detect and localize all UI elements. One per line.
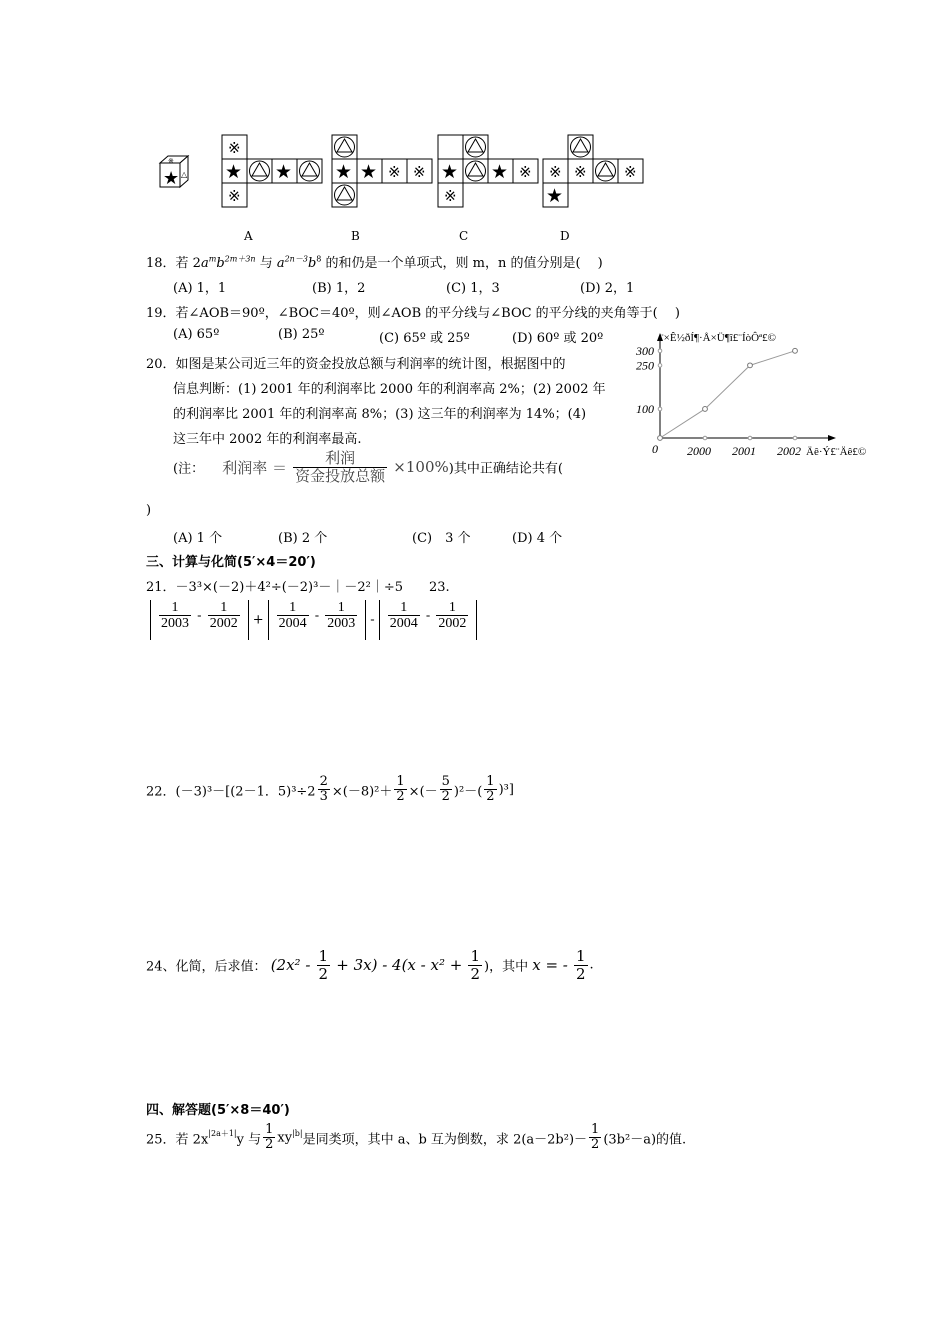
q20-close: ) xyxy=(146,503,152,518)
chart-x-label: Äê·Ý£¨Äê£© xyxy=(806,446,867,458)
q19-option-a: (A) 65º xyxy=(173,327,220,342)
svg-text:※: ※ xyxy=(168,157,174,165)
q20-option-d: (D) 4 个 xyxy=(512,531,563,546)
q25-question: 25．若 $2x^{|2a+1|}y$ 与 $\frac{1}{2}$ $xy^{|b|}$是同类项，其中 a、b 互为倒数，求 2(a－2b²)－ $\frac{1}{2}$ (3b²－a)的值. xyxy=(146,1122,687,1153)
svg-text:★: ★ xyxy=(546,185,564,207)
q18-option-a: (A) 1，1 xyxy=(173,281,227,296)
section-3-title: 三、计算与化简(5′×4＝20′) xyxy=(146,555,316,570)
svg-text:★: ★ xyxy=(225,161,243,183)
q19-question: 19．若∠AOB＝90º，∠BOC＝40º，则∠AOB 的平分线与∠BOC 的平分线的夹角等于( ) xyxy=(146,306,680,321)
chart-origin-label: 0 xyxy=(652,442,658,456)
q18-option-b: (B) 1，2 xyxy=(312,281,366,296)
chart-x-tick-mark xyxy=(793,436,797,440)
svg-text:★: ★ xyxy=(335,161,353,183)
svg-text:★: ★ xyxy=(163,168,180,189)
q20-option-b: (B) 2 个 xyxy=(278,531,328,546)
svg-text:※: ※ xyxy=(388,163,401,181)
chart-x-tick-label: 2002 xyxy=(777,444,801,458)
svg-text:※: ※ xyxy=(574,163,587,181)
net-b xyxy=(332,135,432,207)
q20-line-2: 信息判断：(1) 2001 年的利润率比 2000 年的利润率高 2%；(2) 2002 年 xyxy=(173,382,606,397)
svg-text:※: ※ xyxy=(549,163,562,181)
q19-option-b: (B) 25º xyxy=(278,327,325,342)
q20-note-num: 利润 xyxy=(293,450,387,468)
q17-figure xyxy=(150,125,650,250)
svg-text:★: ★ xyxy=(491,161,509,183)
chart-y-tick-mark xyxy=(658,407,662,411)
q20-option-c: (C) 3 个 xyxy=(412,531,471,546)
chart-y-tick-mark xyxy=(658,349,662,353)
q20-option-a: (A) 1 个 xyxy=(173,531,223,546)
q24-question: 24、化简，后求值： (2x² - $\frac{1}{2}$ + 3x) - 4(x - x² + $\frac{1}{2}$ )，其中 x = - $\frac{1}{2}$ . xyxy=(146,947,594,983)
net-c xyxy=(438,135,538,207)
chart-y-tick-mark xyxy=(658,364,662,368)
net-a xyxy=(222,135,322,207)
section-4-title: 四、解答题(5′×8＝40′) xyxy=(146,1103,290,1118)
net-label-b: B xyxy=(351,229,360,243)
q21-question: 21．－3³×(－2)＋4²÷(－2)³－｜－2²｜÷5 23. xyxy=(146,580,450,595)
chart-y-tick-label: 250 xyxy=(636,358,654,373)
net-label-d: D xyxy=(560,229,570,243)
chart-x-tick-mark xyxy=(703,436,707,440)
q20-note: (注： 利润率 ＝ $\frac{\text{利润}}{\text{资金投放总额}}$ ×100%)其中正确结论共有( xyxy=(173,449,563,485)
net-label-a: A xyxy=(244,229,253,243)
chart-x-tick-mark xyxy=(748,436,752,440)
svg-text:※: ※ xyxy=(624,163,637,181)
net-d xyxy=(543,135,643,207)
q20-line-1: 20．如图是某公司近三年的资金投放总额与利润率的统计图，根据图中的 xyxy=(146,357,566,372)
q20-line-3: 的利润率比 2001 年的利润率高 8%；(3) 这三年的利润率为 14%；(4) xyxy=(173,407,587,422)
svg-text:※: ※ xyxy=(228,139,241,157)
q20-line-chart xyxy=(620,325,885,465)
chart-series-line xyxy=(660,351,795,438)
q23-expression: $\frac{1}{2003}$ - $\frac{1}{2002}$ + $\frac{1}{2004}$ - $\frac{1}{2003}$ - $\frac{1}{2004}$ - $\frac{1}{2002}$ xyxy=(146,600,481,640)
net-label-c: C xyxy=(459,229,469,243)
svg-text:※: ※ xyxy=(413,163,426,181)
svg-text:★: ★ xyxy=(275,161,293,183)
q22-question: 22．(－3)³－[(2－1．5)³÷2 $\frac{2}{3}$ ×(－8)²＋ $\frac{1}{2}$ ×(－ $\frac{5}{2}$ )²－( $\frac{1}{2}$ )³] xyxy=(146,774,514,805)
q20-note-den: 资金投放总额 xyxy=(295,466,386,485)
q18-question: 18．若 $2a^mb^{2m+3n}$ 与 $a^{2n-3}b^8$ 的和仍是一个单项式，则 m，n 的值分别是( ) xyxy=(146,254,603,271)
svg-text:△: △ xyxy=(181,170,188,179)
svg-text:※: ※ xyxy=(228,187,241,205)
chart-data-point xyxy=(793,348,798,353)
chart-data-point xyxy=(658,436,663,441)
cube-icon xyxy=(160,156,188,189)
chart-x-tick-label: 2000 xyxy=(687,444,711,458)
q18-option-c: (C) 1，3 xyxy=(446,281,500,296)
chart-data-point xyxy=(703,407,708,412)
q19-option-d: (D) 60º 或 20º xyxy=(512,331,604,346)
chart-x-arrow xyxy=(828,435,836,441)
chart-x-tick-label: 2001 xyxy=(732,444,756,458)
q20-line-4: 这三年中 2002 年的利润率最高. xyxy=(173,432,362,447)
chart-data-point xyxy=(748,363,753,368)
chart-y-tick-label: 300 xyxy=(636,343,654,358)
svg-text:★: ★ xyxy=(441,161,459,183)
chart-title: ¨×Ê½ðÍ¶·Å×Ü¶î£¨ÍòÔª£© xyxy=(660,332,776,344)
svg-text:★: ★ xyxy=(360,161,378,183)
q18-option-d: (D) 2，1 xyxy=(580,281,635,296)
svg-text:※: ※ xyxy=(519,163,532,181)
q19-option-c: (C) 65º 或 25º xyxy=(379,331,470,346)
chart-y-tick-label: 100 xyxy=(636,401,654,416)
svg-text:※: ※ xyxy=(444,187,457,205)
